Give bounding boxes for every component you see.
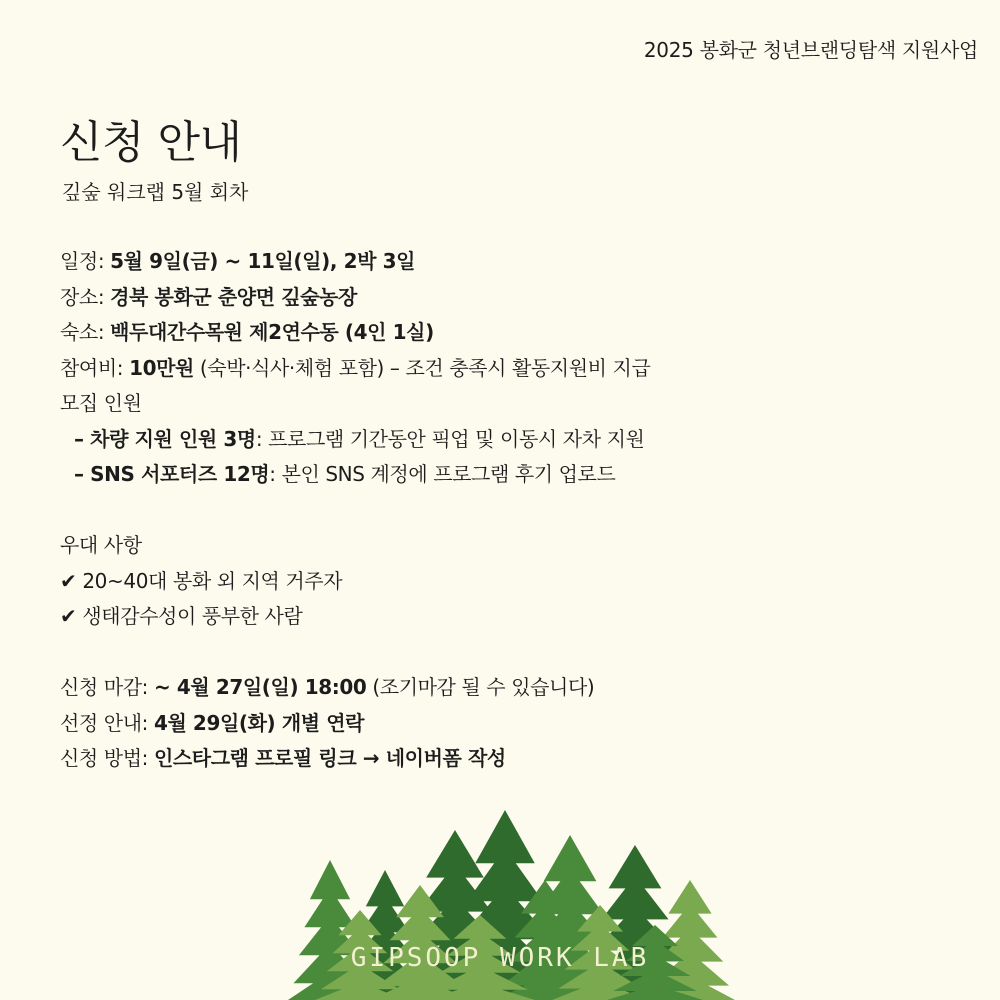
checkmark-icon: ✔ — [60, 604, 77, 628]
page-title: 신청 안내 — [60, 117, 242, 168]
lodging-value: 백두대간수목원 제2연수동 (4인 1실) — [110, 320, 434, 344]
method-value: 인스타그램 프로필 링크 → 네이버폼 작성 — [153, 746, 506, 770]
method-label: 신청 방법: — [60, 746, 154, 770]
schedule-value: 5월 9일(금) ~ 11일(일), 2박 3일 — [110, 249, 416, 273]
subtitle: 깊숲 워크랩 5월 회차 — [62, 180, 249, 204]
recruit-title: 모집 인원 — [60, 391, 142, 415]
checkmark-icon: ✔ — [60, 568, 77, 593]
deadline-label: 신청 마감: — [60, 675, 154, 699]
recruit-item-bold: – 차량 지원 인원 3명 — [74, 426, 256, 451]
deadline-note: (조기마감 될 수 있습니다) — [366, 675, 595, 699]
preference-item-text: 생태감수성이 풍부한 사람 — [82, 604, 303, 628]
recruit-item-text: : 본인 SNS 계정에 프로그램 후기 업로드 — [269, 462, 616, 486]
fee-label: 참여비: — [60, 355, 130, 380]
fee-note: (숙박·식사·체험 포함) – 조건 충족시 활동지원비 지급 — [193, 355, 651, 380]
selection-label: 선정 안내: — [60, 710, 154, 735]
header-text: 2025 봉화군 청년브랜딩탐색 지원사업 — [643, 38, 978, 62]
preference-title: 우대 사항 — [60, 533, 142, 557]
recruit-item-text: : 프로그램 기간동안 픽업 및 이동시 자차 지원 — [255, 426, 645, 451]
schedule-label: 일정: — [60, 249, 111, 273]
place-label: 장소: — [60, 284, 111, 309]
fee-value: 10만원 — [129, 355, 194, 380]
place-value: 경북 봉화군 춘양면 깊숲농장 — [110, 284, 357, 309]
recruit-item-bold: – SNS 서포터즈 12명 — [74, 462, 270, 486]
lodging-label: 숙소: — [60, 320, 111, 344]
brand-logo-text: GIPSOOP WORK LAB — [350, 943, 650, 973]
selection-value: 4월 29일(화) 개별 연락 — [153, 710, 365, 735]
preference-item-text: 20~40대 봉화 외 지역 거주자 — [82, 568, 343, 593]
deadline-value: ~ 4월 27일(일) 18:00 — [153, 675, 367, 699]
